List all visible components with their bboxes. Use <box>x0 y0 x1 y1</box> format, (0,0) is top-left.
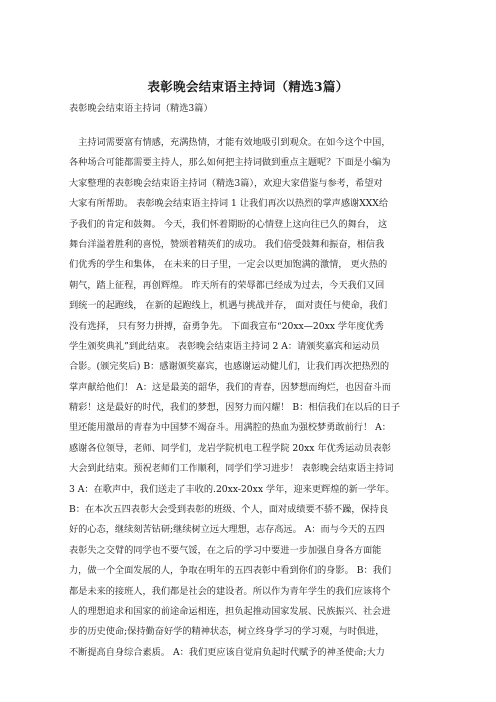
body-line: 到统一的起跑线， 在新的起跑线上，机遇与挑战并存， 面对责任与使命，我们 <box>69 300 388 312</box>
body-line: 朝气，踏上征程，再创辉煌。 昨天所有的荣辱都已经成为过去，今天我们又回 <box>69 279 385 291</box>
body-line: 学生颁奖典礼”到此结束。 表彰晚会结束语主持词 2 A：请颁奖嘉宾和运动员 <box>69 340 380 352</box>
body-line: 舞台洋溢着胜利的喜悦，赞颂着精英们的成功。 我们倍受鼓舞和振奋，相信我 <box>69 238 385 250</box>
body-line: 不断提高自身综合素质。 A：我们更应该自觉肩负起时代赋予的神圣使命;大力 <box>69 646 385 658</box>
body-line: 3 A：在歌声中，我们送走了丰收的.20xx-20xx 学年，迎来更辉煌的新一学年。 <box>69 483 395 495</box>
body-line: 主持词需要富有情感，充满热情，才能有效地吸引到观众。在如今这个中国， <box>69 137 391 148</box>
body-line: 没有选择， 只有努力拼搏，奋勇争先。 下面我宣布“20xx—20xx 学年度优秀 <box>69 320 384 332</box>
body-line: 掌声献给他们！ A：这是最美的韶华，我们的青春，因梦想而绚烂，也因奋斗而 <box>69 381 391 393</box>
body-line: 都是未来的接班人，我们都是社会的建设者。所以作为青年学生的我们应该将个 <box>69 585 391 597</box>
body-line: B：在本次五四表彰大会受到表彰的班级、个人，面对成绩要不骄不躁，保持良 <box>69 504 389 516</box>
body-line: 步的历史使命;保持勤奋好学的精神状态，树立终身学习的学习观，与时俱进， <box>69 626 385 638</box>
body-line: 好的心态，继续刻苦钻研;继续树立远大理想，志存高远。 A：而与今天的五四 <box>69 524 385 536</box>
body-line: 人的理想追求和国家的前途命运相连，担负起推动国家发展、民族振兴、社会进 <box>69 605 391 617</box>
body-line: 大会到此结束。预祝老师们工作顺利，同学们学习进步！ 表彰晚会结束语主持词 <box>69 463 394 475</box>
body-line: 们优秀的学生和集体， 在未来的日子里，一定会以更加饱满的激情， 更火热的 <box>69 259 388 271</box>
body-line: 感谢各位领导，老师、同学们，龙岩学院机电工程学院 20xx 年优秀运动员表彰 <box>69 442 391 454</box>
document-subtitle: 表彰晚会结束语主持词（精选3篇） <box>69 103 213 114</box>
body-line: 精彩！这是最好的时代，我们的梦想，因努力而闪耀！ B：相信我们在以后的日子 <box>69 402 401 414</box>
body-line: 表彰失之交臂的同学也不要气馁，在之后的学习中要进一步加强自身各方面能 <box>69 544 382 556</box>
body-line: 大家整理的表彰晚会结束语主持词（精选3篇），欢迎大家借鉴与参考，希望对 <box>69 177 383 189</box>
document-title: 表彰晚会结束语主持词（精选3篇） <box>147 79 349 94</box>
body-line: 合影。(颁完奖后) B：感谢颁奖嘉宾，也感谢运动健儿们，让我们再次把热烈的 <box>69 361 390 373</box>
body-line: 各种场合可能都需要主持人，那么如何把主持词做到重点主题呢？下面是小编为 <box>69 157 391 169</box>
body-line: 予我们的肯定和鼓舞。 今天，我们怀着期盼的心情登上这向往已久的舞台， 这 <box>69 218 388 230</box>
body-line: 里还能用激昂的青春为中国梦不竭奋斗。用满腔的热血为强校梦勇敢前行！ A： <box>69 422 391 434</box>
body-line: 力，做一个全面发展的人，争取在明年的五四表彰中看到你们的身影。 B：我们 <box>69 565 392 577</box>
body-line: 大家有所帮助。 表彰晚会结束语主持词 1 让我们再次以热烈的掌声感谢XXX给 <box>69 198 389 210</box>
document-body <box>69 133 429 663</box>
